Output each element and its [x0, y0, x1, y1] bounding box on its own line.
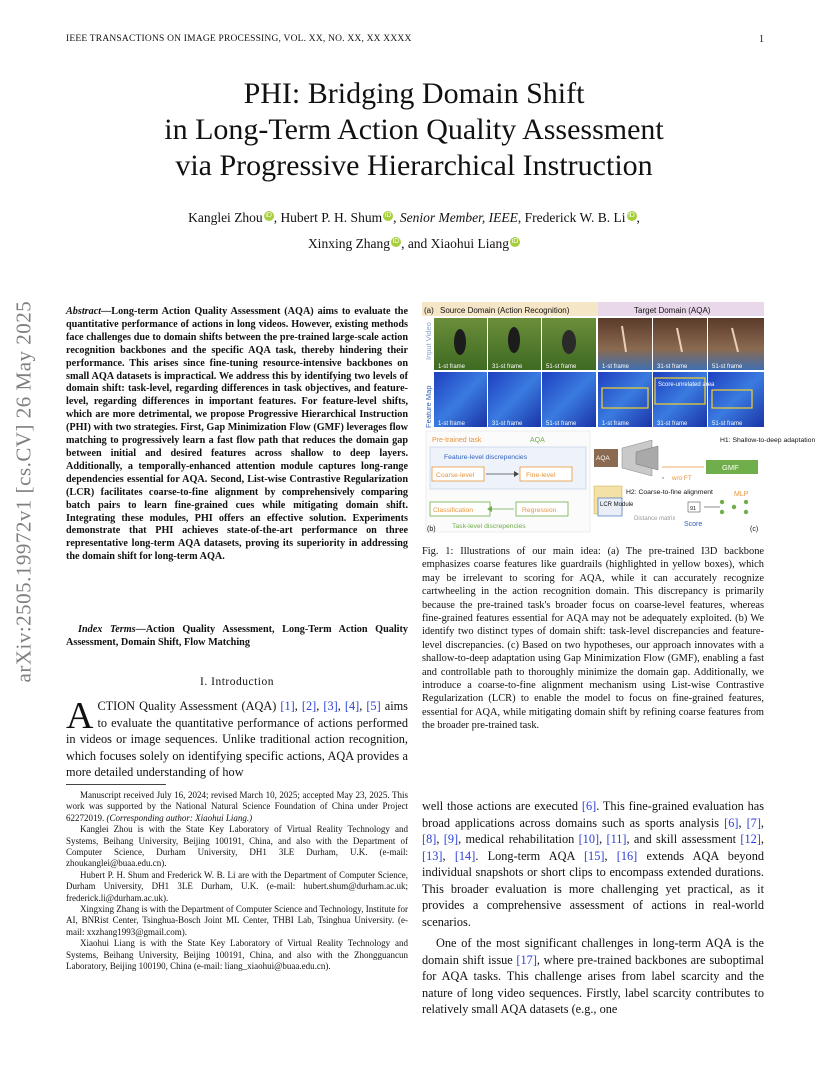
frame-label: 51-st frame: [712, 421, 743, 427]
orcid-icon[interactable]: iD: [511, 237, 519, 245]
feature-map-label: Feature Map: [424, 385, 433, 428]
feature-disc-label: Feature-level discrepencies: [444, 454, 528, 461]
lcr-module-label: [600, 502, 634, 508]
score-icon-text: 91: [690, 506, 697, 512]
frame-label: 31-st frame: [492, 421, 523, 427]
corresponding-author: (Corresponding author: Xiaohui Liang.): [106, 812, 253, 823]
frame-label: 1-st frame: [438, 421, 466, 427]
footnote-text: Manuscript received July 16, 2024; revised March 10, 2025; accepted May 23, 2025. This work was supported by the National Natural Science Foundation of China under Project 62272019.: [66, 790, 408, 823]
footnote: Hubert P. H. Shum and Frederick W. B. Li are with the Department of Computer Science, Durham University, DH1 3LE Durham, U.K. (e-mail: hubert.shum@durham.ac.uk; frederick.li@durham.ac.uk).: [66, 869, 408, 903]
pretrained-task-label: Pre-trained task: [432, 437, 482, 444]
citation-link[interactable]: [9]: [443, 832, 459, 846]
footnotes: [66, 790, 408, 973]
score-unrelated-label: [658, 382, 715, 388]
frame-label: 51-st frame: [712, 364, 743, 370]
panel-b-label: (b): [427, 526, 436, 533]
task-disc-label: Task-level discrepencies: [452, 523, 526, 530]
orcid-icon[interactable]: iD: [628, 211, 635, 219]
source-frames: [434, 318, 596, 370]
intro-paragraph: ACTION Quality Assessment (AQA) [1], [2], [3], [4], [5] aims to evaluate the quantitative performance of actions performed in videos or image sequences. Unlike traditional action recognition, which focuses solely on identifying specific actions, AQA provides a more detailed understanding of how: [66, 695, 408, 780]
author-list: Kanglei Zhou iD , Hubert P. H. Shum iD , Senior Member, IEEE, Frederick W. B. Li iD , Xinxing Zhang iD , and Xiaohui Liang iD: [188, 210, 640, 251]
citation-link[interactable]: [11]: [606, 832, 627, 846]
distance-matrix-label: [634, 516, 675, 522]
coarse-level-label: Coarse-level: [436, 472, 475, 479]
target-frames: [598, 318, 764, 370]
author-name: Kanglei Zhou: [188, 210, 263, 225]
feature-maps: [434, 372, 764, 427]
mlp-node: [720, 510, 724, 514]
running-header: IEEE TRANSACTIONS ON IMAGE PROCESSING, VOL. XX, NO. XX, XX XXXX: [66, 34, 412, 44]
index-terms-label: Index Terms: [78, 624, 136, 635]
intro-text: aims to evaluate the quantitative performance of actions performed in videos or image sequences. Unlike traditional action recognition, which focuses solely on identifying specific actions, AQA provides a more detailed understanding of how: [66, 699, 408, 780]
paragraph: well those actions are executed [6]. This fine-grained evaluation has broad applications across domains such as sports analysis [6], [7], [8], [9], medical rehabilitation [10], [11], and skill assessment [12], [13], [14]. Long-term AQA [15], [16] extends AQA beyond individual snapshots or short clips to encompass extended durations. This broader evaluation is more challenging yet practical, as it provides a comprehensive assessment of actions in real-world scenarios.: [422, 799, 764, 929]
panel-c: [594, 437, 815, 533]
citation-link[interactable]: [10]: [578, 832, 600, 846]
paragraph: One of the most significant challenges in long-term AQA is the domain shift issue [17], where pre-trained backbones are suboptimal for AQA tasks. This challenge arises from label scarcity and the nature of long video sequences. Firstly, label scarcity contributes to relatively small AQA datasets (e.g., one: [422, 936, 764, 1016]
footnote: Xiaohui Liang is with the State Key Laboratory of Virtual Reality Technology and Systems, Beihang University, Beijing 100191, China, and also with the Zhongguancun Laboratory, Beijing 100190, China (e-mail: liang_xiaohui@buaa.edu.cn).: [66, 938, 408, 972]
author-name: Xinxing Zhang: [307, 236, 391, 251]
orcid-icon[interactable]: iD: [384, 211, 392, 219]
drop-cap: A: [66, 695, 94, 737]
citation-link[interactable]: [17]: [516, 952, 537, 967]
page-number: 1: [759, 34, 764, 45]
citation-link[interactable]: [5]: [366, 699, 381, 713]
mlp-node: [720, 500, 724, 504]
h1-text: H1: Shallow-to-deep adaptation: [720, 437, 816, 444]
abstract-text: —Long-term Action Quality Assessment (AQA) aims to evaluate the quantitative performance of actions in long videos. However, existing methods face challenges due to domain shifts between the pre-trained large-scale action recognition backbones and the specific AQA task, thereby hindering their performance. This arises since fine-tuning resource-intensive backbones on small AQA datasets is impractical. We address this by identifying two levels of domain shift: task-level, regarding differences in task objectives, and feature-level, regarding differences in important features. For feature-level shifts, which are more detrimental, we propose Progressive Hierarchical Instruction (PHI) with two strategies. First, Gap Minimization Flow (GMF) leverages flow matching to progressively learn a fast flow path that reduces the domain gap between initial and desired features across shallow to deep layers. Additionally, a temporally-enhanced attention module captures long-range dependencies essential for AQA. Second, List-wise Contrastive Regularization (LCR) facilitates coarse-to-fine alignment by comprehensively comparing batch pairs to learn fine-grained cues while mitigating domain shift. Integrating these modules, PHI offers an effective solution. Experiments demonstrate that PHI achieves state-of-the-art performance on three representative long-term AQA datasets, proving its superiority in addressing the domain shift for long-term AQA.: [66, 306, 408, 563]
panel-a-label: (a): [424, 306, 434, 315]
feature-map: [542, 372, 596, 427]
h2-label: [626, 489, 713, 496]
citation-link[interactable]: [8]: [422, 832, 437, 846]
abstract-label: Abstract: [66, 306, 102, 317]
index-terms: [66, 624, 408, 650]
citation-link[interactable]: [2]: [301, 699, 317, 713]
figure-1: [422, 302, 816, 534]
citation-link[interactable]: [6]: [724, 815, 739, 830]
index-terms-text: —Action Quality Assessment, Long-Term Action Quality Assessment, Domain Shift, Flow Matching: [66, 624, 408, 648]
wo-ft-label: w/o FT: [672, 475, 692, 482]
panel-b: [426, 431, 590, 533]
author-name: Hubert P. H. Shum: [280, 210, 383, 225]
target-domain-label: Target Domain (AQA): [634, 306, 711, 315]
footnote-rule: [66, 784, 166, 785]
citation-link[interactable]: [3]: [323, 699, 338, 713]
frame-label: 31-st frame: [492, 364, 523, 370]
footnote: Xingxing Zhang is with the Department of Computer Science and Technology, Institute for AI, BNRist Center, Tsinghua-Bosch Joint ML Center, THBI Lab, Tsinghua University. (e-mail: xxzhang1993@gmail.com).: [66, 904, 408, 937]
mlp-node: [732, 505, 736, 509]
footnote: Kanglei Zhou is with the State Key Laboratory of Virtual Reality Technology and Systems, Beihang University, Beijing 100191, China, and also with the Department of Computer Science, Durham University, DH1 3LE Durham, U.K. (e-mail: zhoukanglei@buaa.edu.cn).: [66, 824, 408, 869]
mlp-node: [744, 500, 748, 504]
child-figure: [562, 330, 576, 354]
frame-label: 1-st frame: [602, 364, 630, 370]
fine-level-label: Fine-level: [526, 472, 556, 479]
classification-label: Classification: [433, 507, 474, 514]
caption-label: Fig. 1:: [422, 546, 454, 557]
h1-label: [720, 437, 815, 444]
citation-link[interactable]: [14]: [454, 848, 476, 863]
mlp-node: [744, 510, 748, 514]
abstract: [66, 306, 408, 564]
frame-label: 31-st frame: [657, 421, 688, 427]
intro-text: CTION Quality Assessment (AQA): [97, 699, 281, 713]
input-video-label: Input Video: [424, 322, 433, 360]
frame-label: 1-st frame: [438, 364, 466, 370]
h2-text: H2: Coarse-to-fine alignment: [626, 489, 713, 496]
regression-label: Regression: [522, 507, 557, 514]
child-figure: [508, 327, 520, 353]
footnote: [66, 790, 408, 824]
arxiv-stamp: arXiv:2505.19972v1 [cs.CV] 26 May 2025: [11, 300, 36, 683]
right-column-text: [422, 798, 764, 1018]
orcid-icon[interactable]: iD: [392, 237, 400, 245]
frame-label: 1-st frame: [602, 421, 630, 427]
citation-link[interactable]: [15]: [583, 848, 605, 863]
score-unrelated-text: Score-unrelated area: [658, 382, 715, 388]
author-name: Frederick W. B. Li: [524, 210, 626, 225]
citation-link[interactable]: [13]: [422, 848, 443, 863]
caption-text: Illustrations of our main idea: (a) The pre-trained I3D backbone emphasizes coarse features like guardrails (highlighted in yellow boxes), which may be irrelevant to scoring for AQA, while it can accurately recognize cartwheeling in the action recognition domain. This discrepancy is primarily because the pre-trained task's broader focus on coarse-level features, whereas fine-grained features essential for AQA may not be adequately exploited. (b) We identify two distinct types of domain shift: task-level discrepancies and feature-level discrepancies. (c) Based on two hypotheses, our approach innovates with a shallow-to-deep adaptation using Gap Minimization Flow (GMF), enabling a fast and controllable path to thoroughly minimize the domain gap. Additionally, we introduce a coarse-to-fine alignment mechanism using List-wise Contrastive Regularization (LCR) to enable the model to focus on fine-grained features, essential for AQA, while mitigating domain shift by refining coarse features from the broader pre-trained task.: [422, 546, 764, 732]
child-figure: [454, 329, 466, 355]
distance-matrix-text: Distance matrix: [634, 516, 676, 522]
frame-label: 31-st frame: [657, 364, 688, 370]
frame-label: 51-st frame: [546, 364, 577, 370]
paper-title: [0, 76, 828, 184]
title-line-2: in Long-Term Action Quality Assessment: [164, 113, 664, 146]
citation-link[interactable]: [12]: [740, 832, 761, 846]
title-line-1: PHI: Bridging Domain Shift: [243, 77, 585, 110]
figure-caption: [422, 545, 764, 733]
citation-link[interactable]: [7]: [746, 815, 761, 830]
feature-map: [653, 372, 707, 427]
feature-map: [708, 372, 764, 427]
source-domain-label: Source Domain (Action Recognition): [440, 306, 570, 315]
citation-link[interactable]: [1]: [280, 699, 295, 713]
author-name: and Xiaohui Liang: [407, 236, 510, 251]
gmf-label: GMF: [722, 463, 739, 472]
author-role: Senior Member, IEEE: [399, 210, 518, 225]
aqa-label: AQA: [530, 437, 545, 444]
feature-map: [434, 372, 487, 427]
feature-map: [598, 372, 652, 427]
citation-link[interactable]: [6]: [581, 799, 597, 813]
orcid-icon[interactable]: iD: [265, 211, 272, 219]
score-label: Score: [684, 521, 703, 528]
section-heading: I. Introduction: [200, 676, 274, 688]
panel-c-label: (c): [750, 526, 759, 533]
citation-link[interactable]: [4]: [344, 699, 360, 713]
feature-map: [488, 372, 541, 427]
mlp-label: MLP: [734, 491, 749, 498]
lock-icon: ▫: [662, 475, 665, 482]
aqa-box-label: AQA: [596, 455, 610, 462]
title-line-3: via Progressive Hierarchical Instruction: [175, 149, 653, 182]
frame-label: 51-st frame: [546, 421, 577, 427]
citation-link[interactable]: [16]: [616, 848, 638, 863]
lcr-module-text: LCR Module: [600, 502, 634, 508]
